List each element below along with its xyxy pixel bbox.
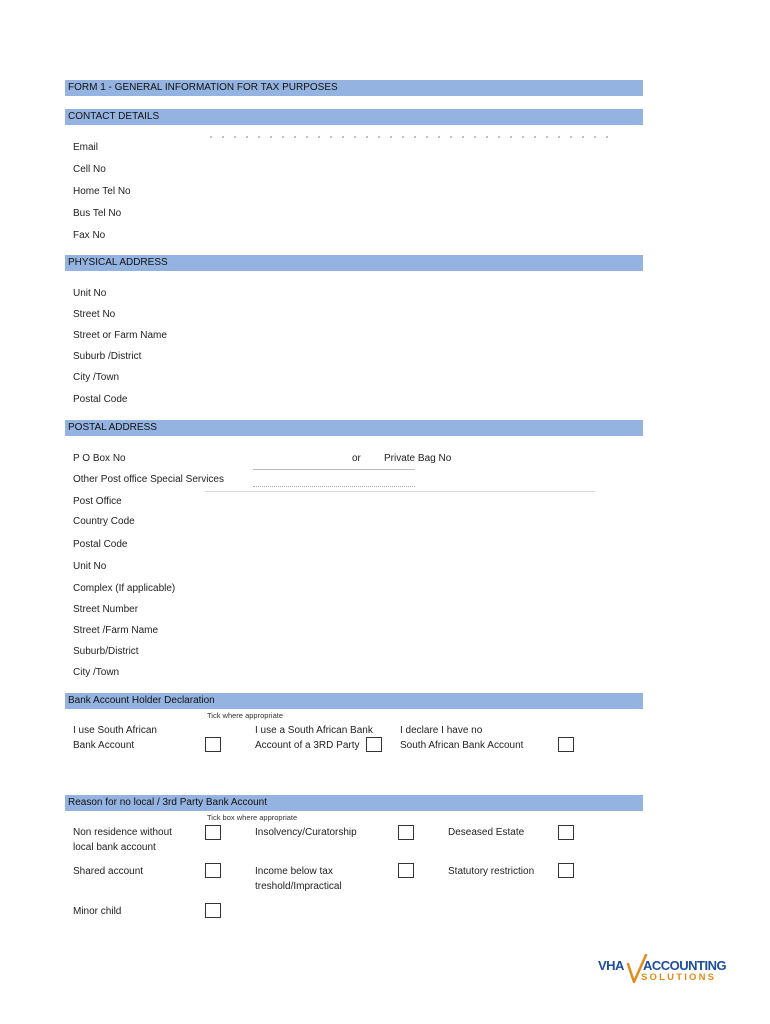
label-deceased-estate: Deseased Estate <box>448 827 525 838</box>
logo-accounting-text: ACCOUNTING <box>643 958 727 973</box>
label-statutory-restriction: Statutory restriction <box>448 866 535 877</box>
section-bank-declaration: Bank Account Holder Declaration <box>65 693 643 709</box>
tick-note: Tick box where appropriate <box>207 813 298 822</box>
entry-line <box>205 491 595 492</box>
label-other-post-office-services: Other Post office Special Services <box>73 474 224 485</box>
section-physical-address: PHYSICAL ADDRESS <box>65 255 643 271</box>
dotted-entry-line <box>205 135 615 139</box>
label-city-town: City /Town <box>73 372 120 383</box>
label-po-box-no: P O Box No <box>73 453 126 464</box>
label-income-below-tax-2: treshold/Impractical <box>255 881 342 892</box>
label-street-or-farm-name: Street or Farm Name <box>73 330 167 341</box>
tick-note: Tick where appropriate <box>207 711 284 720</box>
section-postal-address: POSTAL ADDRESS <box>65 420 643 436</box>
logo-solutions-text: SOLUTIONS <box>641 972 717 983</box>
label-cell-no: Cell No <box>73 164 106 175</box>
label-suburb-district: Suburb/District <box>73 646 139 657</box>
label-country-code: Country Code <box>73 516 135 527</box>
label-use-sa-account-1: I use South African <box>73 725 157 736</box>
label-bus-tel-no: Bus Tel No <box>73 208 122 219</box>
label-insolvency: Insolvency/Curatorship <box>255 827 357 838</box>
label-shared-account: Shared account <box>73 866 144 877</box>
checkbox-income-below-tax[interactable] <box>398 863 414 878</box>
checkbox-no-sa-account[interactable] <box>558 737 574 752</box>
logo-vha-text: VHA <box>598 958 624 973</box>
form-title: FORM 1 - GENERAL INFORMATION FOR TAX PURPOSES <box>65 80 643 96</box>
label-home-tel-no: Home Tel No <box>73 186 131 197</box>
label-no-sa-account-2: South African Bank Account <box>400 740 524 751</box>
label-no-sa-account-1: I declare I have no <box>400 725 483 736</box>
company-logo <box>598 954 733 986</box>
checkbox-use-sa-account[interactable] <box>205 737 221 752</box>
label-suburb-district: Suburb /District <box>73 351 142 362</box>
section-contact-details: CONTACT DETAILS <box>65 109 643 125</box>
checkbox-statutory-restriction[interactable] <box>558 863 574 878</box>
label-third-party-account-2: Account of a 3RD Party <box>255 740 360 751</box>
label-non-residence-1: Non residence without <box>73 827 172 838</box>
checkbox-deceased-estate[interactable] <box>558 825 574 840</box>
label-street-number: Street Number <box>73 604 139 615</box>
label-complex: Complex (If applicable) <box>73 583 176 594</box>
label-street-no: Street No <box>73 309 116 320</box>
label-non-residence-2: local bank account <box>73 842 156 853</box>
label-use-sa-account-2: Bank Account <box>73 740 135 751</box>
checkbox-shared-account[interactable] <box>205 863 221 878</box>
label-street-farm-name: Street /Farm Name <box>73 625 159 636</box>
label-unit-no: Unit No <box>73 561 107 572</box>
entry-line <box>253 469 415 470</box>
checkbox-non-residence[interactable] <box>205 825 221 840</box>
label-income-below-tax-1: Income below tax <box>255 866 333 877</box>
label-city-town: City /Town <box>73 667 120 678</box>
label-third-party-account-1: I use a South African Bank <box>255 725 373 736</box>
label-minor-child: Minor child <box>73 906 122 917</box>
label-postal-code: Postal Code <box>73 394 128 405</box>
label-unit-no: Unit No <box>73 288 107 299</box>
section-reason-no-account: Reason for no local / 3rd Party Bank Account <box>65 795 643 811</box>
label-postal-code: Postal Code <box>73 539 128 550</box>
checkbox-minor-child[interactable] <box>205 903 221 918</box>
label-email: Email <box>73 142 99 153</box>
checkbox-third-party-account[interactable] <box>366 737 382 752</box>
label-private-bag-no: Private Bag No <box>384 453 452 464</box>
checkbox-insolvency[interactable] <box>398 825 414 840</box>
label-post-office: Post Office <box>73 496 122 507</box>
label-fax-no: Fax No <box>73 230 106 241</box>
label-or: or <box>352 453 361 464</box>
entry-line <box>253 486 415 487</box>
